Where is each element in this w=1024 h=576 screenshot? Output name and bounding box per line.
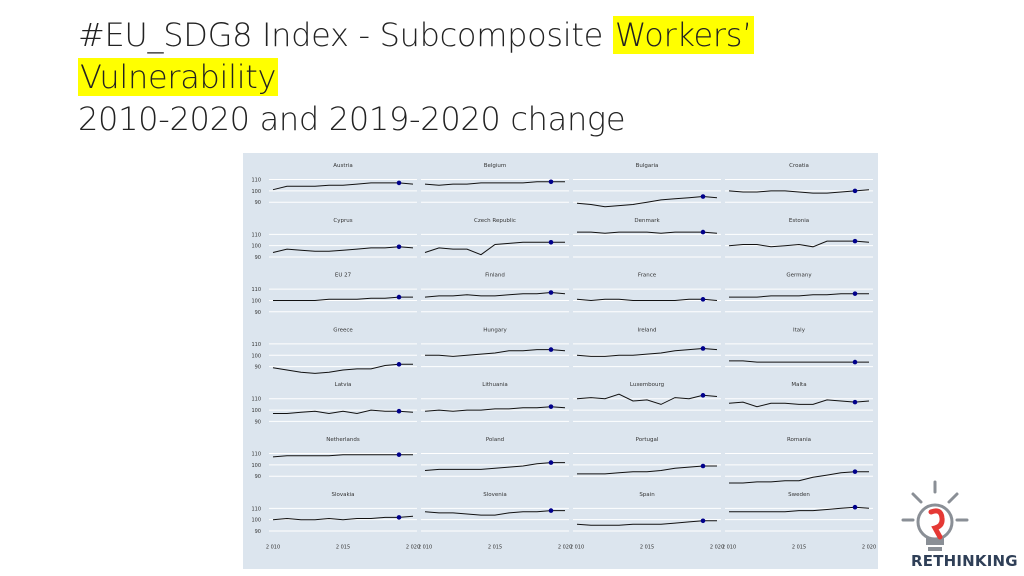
y-tick-label: 100 <box>251 298 261 305</box>
y-tick-label: 90 <box>254 200 261 207</box>
series-line-cyprus <box>273 247 413 253</box>
facet-title-romania: Romania <box>786 437 812 443</box>
y-tick-label: 110 <box>251 287 261 294</box>
x-tick-label: 2 010 <box>265 544 281 551</box>
logo-text: RETHINKING <box>911 552 1018 570</box>
y-tick-label: 90 <box>254 474 261 481</box>
x-tick-label: 2 010 <box>569 544 585 551</box>
chart-svg <box>243 153 878 569</box>
y-tick-label: 90 <box>254 529 261 535</box>
y-tick-label: 110 <box>251 177 261 184</box>
highlight-point <box>853 360 858 365</box>
x-tick-label: 2 020 <box>861 544 877 551</box>
slide-title <box>78 14 978 140</box>
title-highlight-2: Vulnerability <box>80 58 277 96</box>
facet-title-germany: Germany <box>786 272 812 279</box>
x-tick-label: 2 010 <box>721 544 737 551</box>
x-tick-label: 2 020 <box>709 544 725 551</box>
series-line-italy <box>729 361 869 362</box>
facet-title-lithuania: Lithuania <box>482 382 508 389</box>
x-tick-label: 2 015 <box>335 544 351 551</box>
highlight-point <box>701 297 706 302</box>
title-highlight-1: Workers’ <box>614 16 753 54</box>
y-tick-label: 110 <box>251 506 261 513</box>
facet-title-ireland: Ireland <box>637 327 657 334</box>
y-tick-label: 100 <box>251 188 261 195</box>
title-subtitle: 2010-2020 and 2019-2020 change <box>78 100 626 138</box>
series-line-bulgaria <box>577 197 717 207</box>
small-multiples-chart <box>243 153 878 569</box>
series-line-finland <box>425 293 565 298</box>
highlight-point <box>549 240 554 245</box>
series-line-netherlands <box>273 455 413 457</box>
y-tick-label: 90 <box>254 419 261 426</box>
y-tick-label: 110 <box>251 341 261 348</box>
x-tick-label: 2 020 <box>405 544 421 551</box>
facet-title-denmark: Denmark <box>634 217 660 224</box>
facet-title-austria: Austria <box>333 163 353 169</box>
y-tick-label: 100 <box>251 353 261 360</box>
facet-title-croatia: Croatia <box>789 163 809 169</box>
y-tick-label: 100 <box>251 243 261 250</box>
facet-title-cyprus: Cyprus <box>333 217 353 224</box>
facet-title-slovakia: Slovakia <box>331 491 355 498</box>
series-line-slovenia <box>425 511 565 515</box>
x-tick-label: 2 015 <box>487 544 503 551</box>
highlight-point <box>701 519 706 524</box>
facet-title-greece: Greece <box>333 327 353 334</box>
facet-title-spain: Spain <box>639 491 655 498</box>
facet-title-eu-27: EU 27 <box>334 272 352 279</box>
series-line-belgium <box>425 182 565 185</box>
x-tick-label: 2 020 <box>557 544 573 551</box>
y-tick-label: 100 <box>251 408 261 415</box>
y-tick-label: 110 <box>251 232 261 239</box>
series-line-spain <box>577 521 717 526</box>
facet-title-latvia: Latvia <box>334 382 352 389</box>
series-line-germany <box>729 294 869 297</box>
highlight-point <box>397 295 402 300</box>
facet-title-poland: Poland <box>485 437 505 443</box>
facet-title-slovenia: Slovenia <box>483 491 507 498</box>
y-tick-label: 110 <box>251 396 261 403</box>
facet-title-portugal: Portugal <box>635 437 659 443</box>
highlight-point <box>397 452 402 457</box>
highlight-point <box>549 180 554 185</box>
y-tick-label: 100 <box>251 462 261 469</box>
facet-title-france: France <box>637 272 657 279</box>
series-line-croatia <box>729 190 869 193</box>
highlight-point <box>397 245 402 250</box>
highlight-point <box>853 291 858 296</box>
facet-title-belgium: Belgium <box>483 163 507 169</box>
facet-title-estonia: Estonia <box>788 217 810 224</box>
series-line-denmark <box>577 232 717 233</box>
y-tick-label: 90 <box>254 309 261 316</box>
highlight-point <box>549 404 554 409</box>
y-tick-label: 100 <box>251 517 261 524</box>
highlight-point <box>397 181 402 186</box>
highlight-point <box>853 400 858 405</box>
highlight-point <box>549 460 554 465</box>
series-line-luxembourg <box>577 394 717 404</box>
highlight-point <box>701 230 706 235</box>
x-tick-label: 2 015 <box>639 544 655 551</box>
facet-title-italy: Italy <box>793 327 805 334</box>
facet-title-finland: Finland <box>485 272 505 279</box>
y-tick-label: 90 <box>254 364 261 371</box>
facet-title-hungary: Hungary <box>483 327 507 334</box>
x-tick-label: 2 010 <box>417 544 433 551</box>
highlight-point <box>397 515 402 520</box>
title-part1: #EU_SDG8 Index - Subcomposite <box>78 16 603 54</box>
facet-title-czech-republic: Czech Republic <box>474 217 516 224</box>
series-line-portugal <box>577 466 717 474</box>
highlight-point <box>853 505 858 510</box>
facet-title-malta: Malta <box>791 382 807 389</box>
highlight-point <box>397 409 402 414</box>
highlight-point <box>701 194 706 199</box>
facet-title-bulgaria: Bulgaria <box>635 163 659 169</box>
facet-title-luxembourg: Luxembourg <box>629 382 665 389</box>
highlight-point <box>549 347 554 352</box>
series-line-romania <box>729 472 869 483</box>
highlight-point <box>549 508 554 513</box>
highlight-point <box>397 362 402 367</box>
highlight-point <box>701 346 706 351</box>
series-line-austria <box>273 183 413 190</box>
series-line-greece <box>273 364 413 373</box>
highlight-point <box>549 290 554 295</box>
y-tick-label: 90 <box>254 255 261 261</box>
highlight-point <box>853 189 858 194</box>
series-line-latvia <box>273 410 413 413</box>
x-tick-label: 2 015 <box>791 544 807 551</box>
y-tick-label: 110 <box>251 451 261 458</box>
highlight-point <box>701 464 706 469</box>
highlight-point <box>853 469 858 474</box>
series-line-malta <box>729 400 869 407</box>
highlight-point <box>701 393 706 398</box>
series-line-czech-republic <box>425 242 565 254</box>
series-line-poland <box>425 463 565 471</box>
highlight-point <box>853 239 858 244</box>
facet-title-sweden: Sweden <box>788 491 810 498</box>
facet-title-netherlands: Netherlands <box>326 437 360 443</box>
